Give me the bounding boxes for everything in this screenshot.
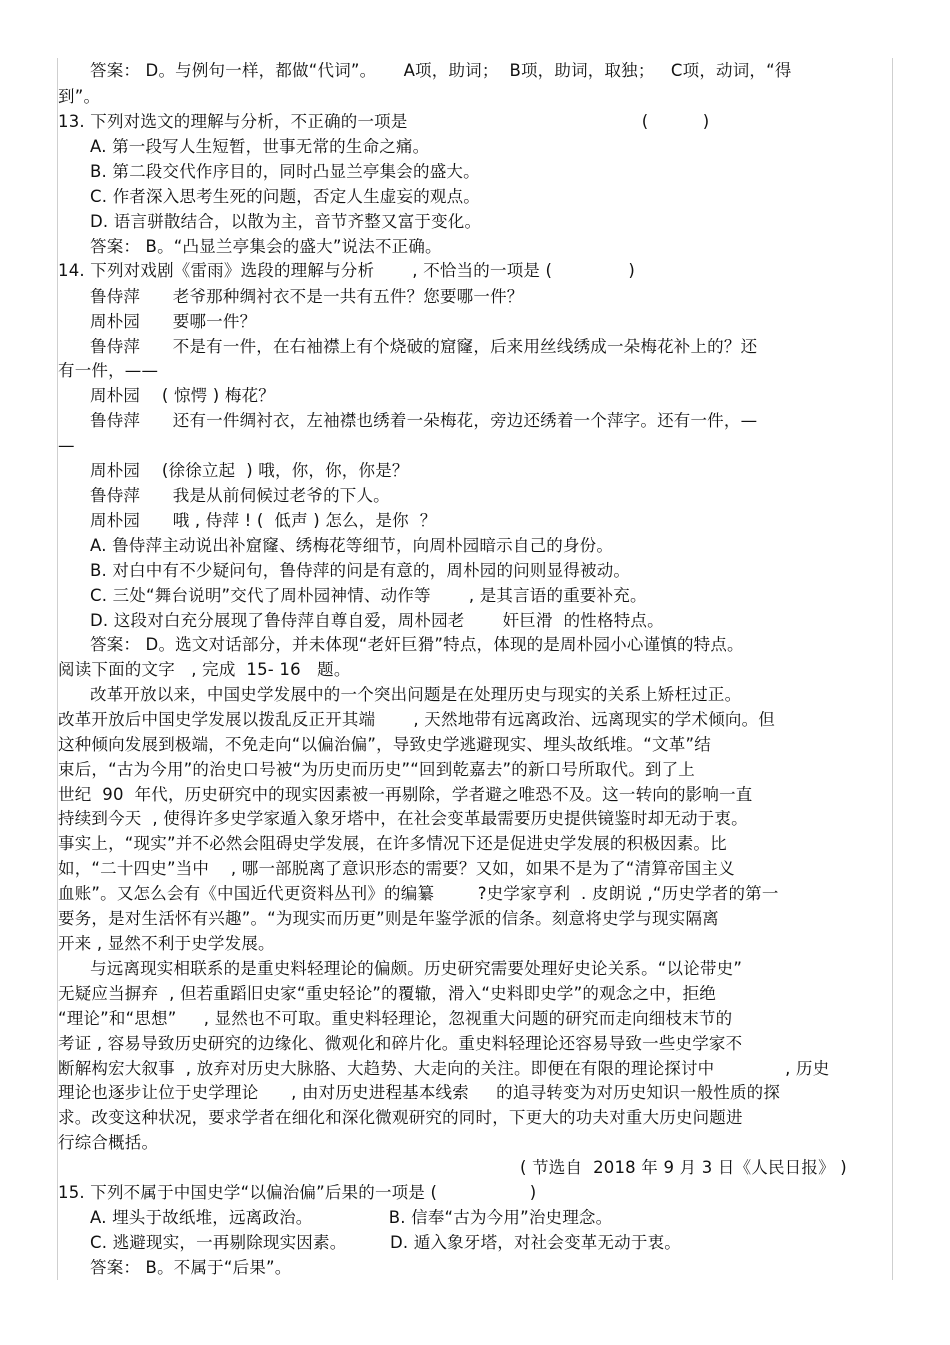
passage-line: 事实上，“现实”并不必然会阻碍史学发展，在许多情况下还是促进史学发展的积极因素。比 [58,834,727,853]
passage-line: 理论也逐步让位于史学理论 , 由对历史进程基本线索 的追寻转变为对历史知识一般性质的探 [58,1083,781,1102]
option-13-b: B. 第二段交代作序目的，同时凸显兰亭集会的盛大。 [90,162,480,181]
option-13-a: A. 第一段写人生短暂，世事无常的生命之痛。 [90,137,430,156]
answer-14: 答案： D。选文对话部分，并未体现“老奸巨猾”特点，体现的是周朴园小心谨慎的特点。 [90,635,744,654]
passage-line: 束后，“古为今用”的治史口号被“为历史而历史”“回到乾嘉去”的新口号所取代。到了上 [58,760,695,779]
passage-line: 断解构宏大叙事 , 放弃对历史大脉胳、大趋势、大走向的关注。即便在有限的理论探讨中 , 历史 [58,1059,830,1078]
passage-line: 求。改变这种状况，要求学者在细化和深化微观研究的同时，下更大的功夫对重大历史问题进 [58,1108,743,1127]
answer-12-cont: 到”。 [58,87,101,106]
passage-line: 开来 , 显然不利于史学发展。 [58,934,275,953]
option-13-c: C. 作者深入思考生死的问题，否定人生虚妄的观点。 [90,187,481,206]
passage-line: 行综合概括。 [58,1133,159,1152]
answer-15: 答案： B。不属于“后果”。 [90,1258,292,1277]
options-15-ab: A. 埋头于故纸堆，远离政治。 B. 信奉“古为今用”治史理念。 [90,1208,613,1227]
right-margin-rule [892,58,893,1280]
dialogue-line: 周朴园 哦 , 侍萍 ! ( 低声 ) 怎么，是你 ？ [90,511,437,530]
dialogue-line: 鲁侍萍 老爷那种绸衬衣不是一共有五件？您要哪一件？ [90,287,524,306]
passage-line: 改革开放后中国史学发展以拨乱反正开其端 , 天然地带有远离政治、远离现实的学术倾向。但 [58,710,776,729]
passage-line: 无疑应当摒弃 , 但若重蹈旧史家“重史轻论”的覆辙，滑入“史料即史学”的观念之中，拒绝 [58,984,716,1003]
passage-line: 血账”。又怎么会有《中国近代更资料丛刊》的编纂 ?史学家亨利 . 皮朗说 ,“历史学者的第一 [58,884,779,903]
dialogue-line-cont: 有一件，—— [58,361,159,380]
passage-line: “理论”和“思想” , 显然也不可取。重史料轻理论，忽视重大问题的研究而走向细枝末节的 [58,1009,733,1028]
passage-line: 这种倾向发展到极端，不免走向“以偏治偏”，导致史学逃避现实、埋头故纸堆。“文革”结 [58,735,711,754]
passage-line: 如，“二十四史”当中 , 哪一部脱离了意识形态的需要？又如，如果不是为了“清算帝国主义 [58,859,735,878]
option-13-d: D. 语言骈散结合，以散为主，音节齐整又富于变化。 [90,212,482,231]
option-14-b: B. 对白中有不少疑问句，鲁侍萍的问是有意的，周朴园的问则显得被动。 [90,561,631,580]
dialogue-line: 周朴园 要哪一件？ [90,312,257,331]
question-14: 14. 下列对戏剧《雷雨》选段的理解与分析 , 不恰当的一项是 ( ) [58,261,636,280]
passage-line: 世纪 90 年代，历史研究中的现实因素被一再剔除，学者避之唯恐不及。这一转向的影响一直 [58,785,753,804]
dialogue-line: 鲁侍萍 还有一件绸衬衣，左袖襟也绣着一朵梅花，旁边还绣着一个萍字。还有一件，— [90,411,758,430]
dialogue-line: 周朴园 (徐徐立起 ) 哦，你，你，你是？ [90,461,409,480]
passage-line: 改革开放以来，中国史学发展中的一个突出问题是在处理历史与现实的关系上矫枉过正。 [90,685,742,704]
dialogue-line-cont: — [58,436,75,455]
option-14-a: A. 鲁侍萍主动说出补窟窿、绣梅花等细节，向周朴园暗示自己的身份。 [90,536,614,555]
passage-line: 考证 , 容易导致历史研究的边缘化、微观化和碎片化。重史料轻理论还容易导致一些史学家不 [58,1034,743,1053]
dialogue-line: 鲁侍萍 我是从前伺候过老爷的下人。 [90,486,390,505]
option-14-c: C. 三处“舞台说明”交代了周朴园神情、动作等 , 是其言语的重要补充。 [90,586,647,605]
source-citation: ( 节选自 2018 年 9 月 3 日《人民日报》 ) [520,1158,847,1177]
passage-line: 持续到今天 , 使得许多史学家遁入象牙塔中，在社会变革最需要历史提供镜鉴时却无动于衷。 [58,809,748,828]
question-15: 15. 下列不属于中国史学“以偏治偏”后果的一项是 ( ) [58,1183,537,1202]
option-14-d: D. 这段对白充分展现了鲁侍萍自尊自爱，周朴园老 奸巨滑 的性格特点。 [90,611,664,630]
reading-instruction: 阅读下面的文字 , 完成 15- 16 题。 [58,660,351,679]
answer-13: 答案： B。“凸显兰亭集会的盛大”说法不正确。 [90,237,442,256]
question-13: 13. 下列对选文的理解与分析，不正确的一项是 ( ) [58,112,710,131]
dialogue-line: 周朴园 ( 惊愕 ) 梅花？ [90,386,275,405]
passage-line: 要务，是对生活怀有兴趣”。“为现实而历更”则是年鉴学派的信条。刻意将史学与现实隔离 [58,909,719,928]
passage-line: 与远离现实相联系的是重史料轻理论的偏颇。历史研究需要处理好史论关系。“以论带史” [90,959,743,978]
options-15-cd: C. 逃避现实，一再剔除现实因素。 D. 遁入象牙塔，对社会变革无动于衷。 [90,1233,681,1252]
dialogue-line: 鲁侍萍 不是有一件，在右袖襟上有个烧破的窟窿，后来用丝线绣成一朵梅花补上的？还 [90,337,758,356]
answer-12: 答案： D。与例句一样，都做“代词”。 A项，助词； B项，助词，取独； C项，动词，“得 [90,61,792,80]
